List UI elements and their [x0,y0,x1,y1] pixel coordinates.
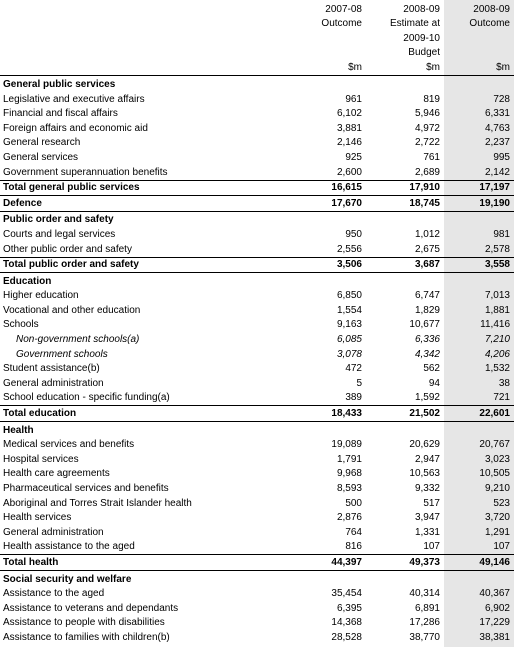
value-cell: 1,791 [336,453,362,465]
row-label: Schools [3,319,39,331]
table-row [0,540,514,555]
table-row [0,121,514,136]
section-heading: Social security and welfare [3,573,132,585]
value-cell: 764 [345,526,362,538]
table-row [0,376,514,391]
col-header: 2008-09 [403,3,440,15]
value-cell: 17,286 [409,617,440,629]
value-cell: 2,947 [414,453,440,465]
value-cell: 562 [423,363,440,375]
value-cell: 6,336 [414,334,440,346]
table-row [0,107,514,122]
value-cell: 2,876 [336,512,362,524]
value-cell: 38 [498,377,510,389]
value-cell: 1,291 [484,526,510,538]
header-row-1 [0,2,514,17]
value-cell: 981 [493,228,510,240]
section-heading-row [0,570,514,586]
header-spacer [0,2,296,17]
value-cell: 40,314 [409,588,440,600]
unit-label: $m [296,60,366,76]
unit-label: $m [366,60,444,76]
value-cell: 7,210 [484,334,510,346]
total-row [0,180,514,196]
row-label: Pharmaceutical services and benefits [3,483,169,494]
row-label: Legislative and executive affairs [3,93,145,105]
value-cell: 1,532 [484,363,510,375]
value-cell: 10,563 [409,468,440,480]
value-cell: 19,089 [331,439,362,451]
table-row [0,391,514,406]
row-label: Assistance to families with children(b) [3,631,170,643]
value-cell: 35,454 [331,588,362,600]
row-label: Defence [0,196,296,212]
row-label: General research [3,137,81,149]
header-row-3 [0,31,514,46]
value-cell: 6,902 [484,602,510,614]
value-cell: 3,881 [336,122,362,134]
table-row [0,318,514,333]
table-row [0,601,514,616]
value-cell: 9,968 [336,468,362,480]
value-cell: 19,190 [444,196,514,212]
expenses-by-function-table [0,2,514,645]
value-cell: 21,502 [366,406,444,422]
value-cell: 3,506 [296,257,366,273]
table-row [0,165,514,180]
header-spacer [0,17,296,32]
value-cell: 9,332 [414,483,440,494]
table-row [0,347,514,362]
value-cell: 7,013 [484,290,510,302]
row-label: Courts and legal services [3,228,116,240]
value-cell: 1,592 [414,392,440,404]
value-cell: 10,505 [479,468,510,480]
value-cell: 2,142 [484,166,510,178]
value-cell: 6,395 [336,602,362,614]
defence-row [0,196,514,212]
value-cell: 9,163 [336,319,362,331]
value-cell: 17,670 [296,196,366,212]
col-header [296,46,366,61]
value-cell [296,211,366,227]
value-cell: 2,578 [484,243,510,255]
value-cell: 6,331 [484,108,510,120]
value-cell: 18,745 [366,196,444,212]
table-row [0,616,514,631]
col-header: Budget [408,47,440,59]
section-heading-row [0,211,514,227]
value-cell [366,211,444,227]
value-cell: 523 [493,497,510,509]
table-row [0,362,514,377]
value-cell [444,422,514,438]
row-label: Hospital services [3,453,79,465]
value-cell [444,570,514,586]
section-heading-row [0,273,514,289]
row-label: General administration [3,526,104,538]
table-row [0,242,514,257]
table-row [0,511,514,526]
row-label: Assistance to veterans and dependants [3,602,179,614]
value-cell [296,570,366,586]
value-cell: 816 [345,541,362,553]
value-cell: 500 [345,497,362,509]
row-label: Higher education [3,290,79,302]
value-cell: 6,102 [336,108,362,120]
value-cell: 2,675 [414,243,440,255]
value-cell: 6,747 [414,290,440,302]
row-label: Total health [0,555,296,571]
value-cell: 40,367 [479,588,510,600]
header-spacer [0,60,296,76]
value-cell [444,76,514,92]
value-cell: 18,433 [296,406,366,422]
table-row [0,452,514,467]
row-label: Assistance to the aged [3,588,105,600]
total-row [0,257,514,273]
row-label: General services [3,151,79,163]
value-cell: 3,078 [336,348,362,360]
unit-label: $m [444,60,514,76]
col-header: Estimate at [389,18,440,30]
table-body [0,76,514,645]
value-cell: 2,600 [336,166,362,178]
value-cell: 20,767 [479,439,510,451]
section-heading: General public services [3,78,116,90]
value-cell: 2,722 [414,137,440,149]
table-row [0,438,514,453]
col-header [444,31,514,46]
table-row [0,525,514,540]
value-cell: 1,554 [336,304,362,316]
value-cell: 20,629 [409,439,440,451]
value-cell: 728 [493,93,510,105]
value-cell: 22,601 [444,406,514,422]
value-cell: 472 [345,363,362,375]
row-label: General administration [3,377,104,389]
row-label: Other public order and safety [3,243,132,255]
row-label: Health services [3,512,72,524]
value-cell: 17,910 [366,180,444,196]
value-cell: 721 [493,392,510,404]
value-cell: 1,829 [414,304,440,316]
row-label: Medical services and benefits [3,439,135,451]
header-spacer [0,31,296,46]
value-cell: 1,331 [414,526,440,538]
section-heading: Education [3,275,52,287]
row-label: Foreign affairs and economic aid [3,122,148,134]
value-cell [366,273,444,289]
value-cell: 4,972 [414,122,440,134]
section-heading: Public order and safety [3,214,114,226]
value-cell: 38,381 [479,631,510,643]
table-header [0,2,514,76]
value-cell: 94 [428,377,440,389]
row-label: Vocational and other education [3,304,141,316]
section-heading: Health [3,424,34,436]
row-label: Government schools [16,348,108,360]
row-label: Total public order and safety [0,257,296,273]
value-cell: 3,720 [484,512,510,524]
value-cell: 761 [423,151,440,163]
row-label: Health assistance to the aged [3,541,135,553]
col-header: Outcome [469,18,510,30]
table-row [0,136,514,151]
value-cell: 950 [345,228,362,240]
row-label: School education - specific funding(a) [3,392,170,404]
total-row [0,406,514,422]
value-cell [444,211,514,227]
value-cell: 107 [423,541,440,553]
value-cell: 517 [423,497,440,509]
value-cell: 9,210 [484,483,510,494]
value-cell: 6,085 [336,334,362,346]
col-header: 2009-10 [403,32,440,44]
value-cell: 44,397 [296,555,366,571]
value-cell: 995 [493,151,510,163]
row-label: Financial and fiscal affairs [3,108,118,120]
value-cell: 6,891 [414,602,440,614]
table-row [0,92,514,107]
table-row [0,587,514,602]
row-label: Aboriginal and Torres Strait Islander health [3,497,192,509]
value-cell: 3,687 [366,257,444,273]
col-header: Outcome [321,18,362,30]
value-cell: 107 [493,541,510,553]
col-header [296,31,366,46]
value-cell: 16,615 [296,180,366,196]
value-cell: 38,770 [409,631,440,643]
value-cell: 28,528 [331,631,362,643]
value-cell: 819 [423,93,440,105]
value-cell: 10,677 [409,319,440,331]
value-cell: 2,689 [414,166,440,178]
value-cell: 5,946 [414,108,440,120]
units-row [0,60,514,76]
header-row-2 [0,17,514,32]
value-cell: 6,850 [336,290,362,302]
value-cell: 49,373 [366,555,444,571]
table-row [0,467,514,482]
row-label: Total education [0,406,296,422]
row-label: Government superannuation benefits [3,166,168,178]
value-cell: 4,763 [484,122,510,134]
table-row [0,496,514,511]
value-cell: 1,881 [484,304,510,316]
value-cell: 2,237 [484,137,510,149]
value-cell: 3,558 [444,257,514,273]
col-header [444,46,514,61]
value-cell: 8,593 [336,483,362,494]
value-cell [296,76,366,92]
table-row [0,481,514,496]
row-label: Health care agreements [3,468,110,480]
value-cell [296,422,366,438]
value-cell: 17,197 [444,180,514,196]
value-cell [366,422,444,438]
value-cell: 14,368 [331,617,362,629]
value-cell: 4,206 [484,348,510,360]
value-cell [296,273,366,289]
value-cell: 49,146 [444,555,514,571]
table-row [0,332,514,347]
table-row [0,289,514,304]
header-spacer [0,46,296,61]
section-heading-row [0,76,514,92]
value-cell: 5 [356,377,362,389]
value-cell: 3,023 [484,453,510,465]
value-cell: 925 [345,151,362,163]
header-row-4 [0,46,514,61]
value-cell: 11,416 [480,319,510,331]
col-header: 2008-09 [473,3,510,15]
table-row [0,630,514,645]
table-row [0,227,514,242]
value-cell: 389 [345,392,362,404]
value-cell: 3,947 [414,512,440,524]
value-cell: 1,012 [414,228,440,240]
table-row [0,303,514,318]
section-heading-row [0,422,514,438]
value-cell: 4,342 [414,348,440,360]
value-cell [366,570,444,586]
value-cell: 961 [345,93,362,105]
total-row [0,555,514,571]
row-label: Total general public services [0,180,296,196]
row-label: Assistance to people with disabilities [3,617,165,629]
value-cell: 2,146 [336,137,362,149]
value-cell [444,273,514,289]
value-cell: 17,229 [479,617,510,629]
value-cell [366,76,444,92]
col-header: 2007-08 [325,3,362,15]
value-cell: 2,556 [336,243,362,255]
row-label: Student assistance(b) [3,363,100,375]
table-row [0,150,514,165]
row-label: Non-government schools(a) [16,334,140,346]
